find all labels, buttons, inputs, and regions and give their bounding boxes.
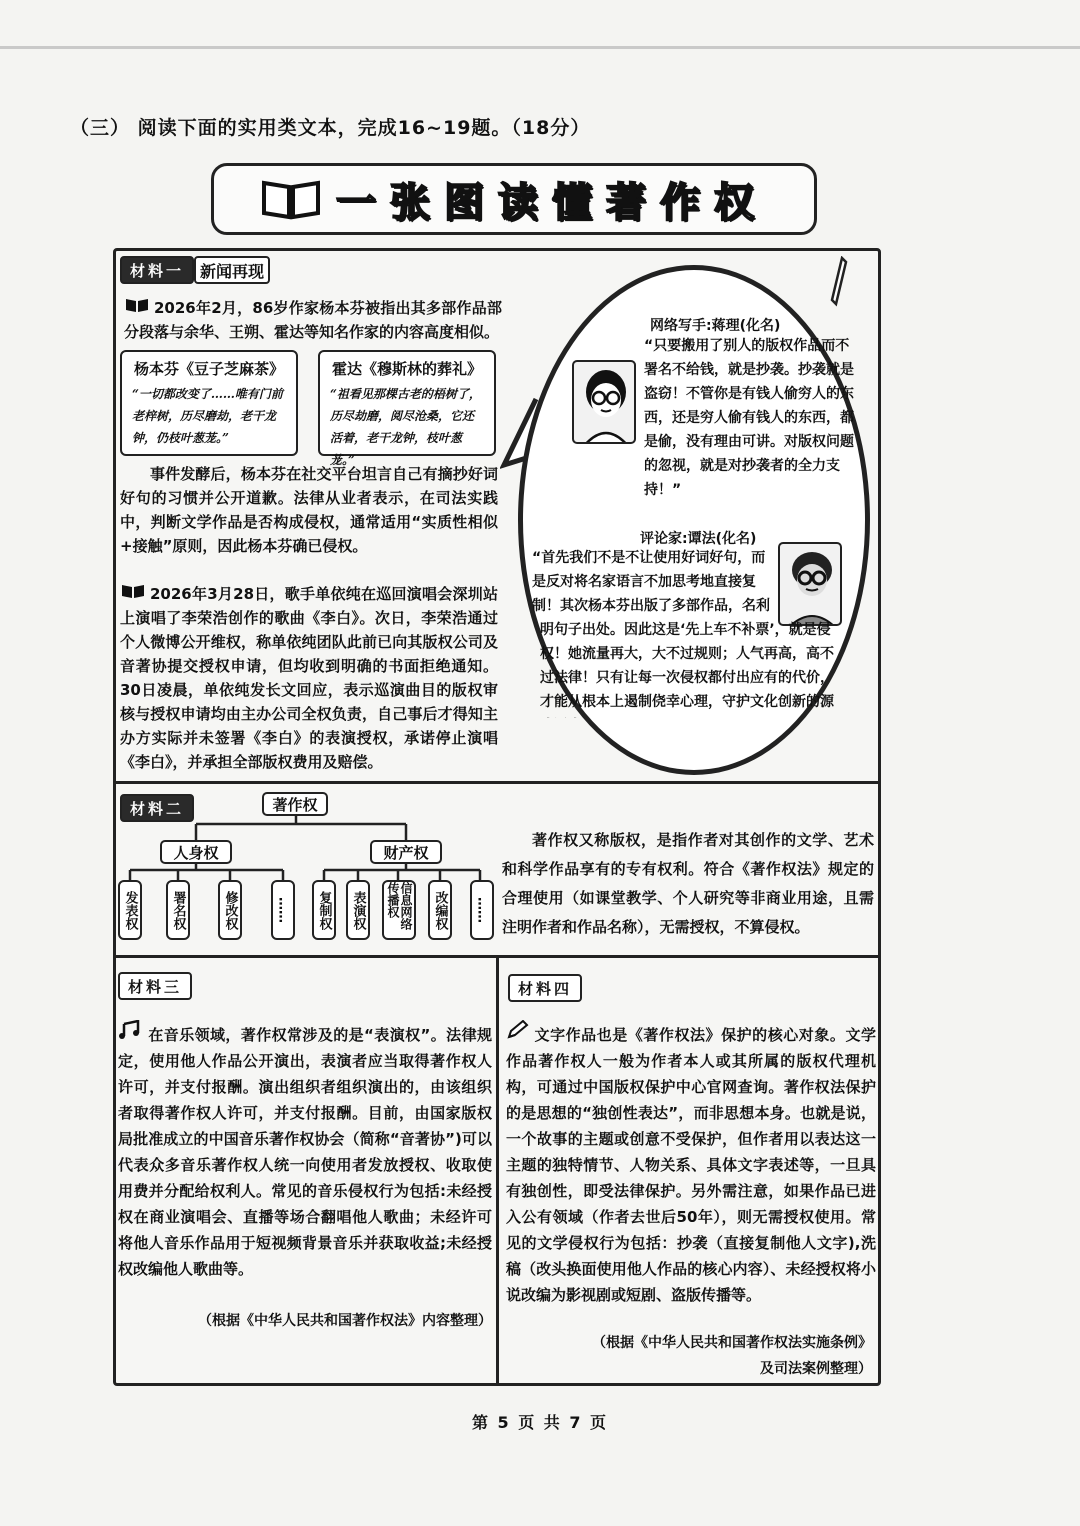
tree-branch-personal: 人身权 [160, 840, 232, 864]
material3-source: （根据《中华人民共和国著作权法》内容整理） [198, 1313, 492, 1329]
leaf-property-more: …… [470, 880, 494, 940]
book-icon [120, 582, 146, 606]
pen-icon [828, 256, 850, 308]
speaker2-name: 评论家:谭法(化名) [640, 531, 757, 547]
leaf-copy-right: 复制权 [312, 880, 336, 940]
material1-subtag: 新闻再现 [194, 256, 270, 284]
material1-news1: 2026年2月，86岁作家杨本芬被指出其多部作品部分段落与余华、王朔、霍达等知名作家的内容高度相似。 [124, 296, 502, 344]
material4-source: （根据《中华人民共和国著作权法实施条例》 及司法案例整理） [592, 1335, 872, 1377]
leaf-performance-right: 表演权 [346, 880, 370, 940]
speaker2-speech-a: “首先我们不是不让使用好词好句，而是反对将名家语言不加思考地直接复制！其次杨本芬出版了多部作品，名利 [532, 550, 770, 614]
material1-news2: 2026年3月28日，歌手单依纯在巡回演唱会深圳站上演唱了李荣浩创作的歌曲《李白》。次日，李荣浩通过个人微博公开维权，称单依纯团队此前已向其版权公司及音著协提交授权申请，但均收到明确的书面拒绝通知。30日凌晨，单依纯发长文回应，表示巡演曲目的版权审核与授权申请均由主办公司全权负责，自己事后才得知主办方实际并未签署《李白》的表演授权，承诺停止演唱《李白》，并承担全部版权费用及赔偿。 [120, 582, 498, 774]
music-note-icon [118, 1020, 144, 1048]
quote-right-title: 霍达《穆斯林的葬礼》 [331, 360, 482, 378]
open-book-icon [260, 177, 322, 221]
title-banner [211, 163, 817, 235]
divider-material1 [113, 781, 881, 784]
material3-text: 在音乐领域，著作权常涉及的是“表演权”。法律规定，使用他人作品公开演出，表演者应当取得著作权人许可，并支付报酬。演出组织者组织演出的，由该组织者取得著作权人许可，并支付报酬。目前，由国家版权局批准成立的中国音乐著作权协会（简称“音著协”)可以代表众多音乐著作权人统一向使用者发放授权、收取使用费并分配给权利人。常见的音乐侵权行为包括:未经授权在商业演唱会、直播等场合翻唱他人歌曲；未经许可将他人音乐作品用于短视频背景音乐并获取收益;未经授权改编他人歌曲等。 [118, 1020, 492, 1282]
leaf-modify-right: 修改权 [218, 880, 242, 940]
page-title: 一张图读懂著作权 [336, 179, 768, 226]
material3-tag: 材料三 [118, 972, 192, 1000]
material4-text: 文字作品也是《著作权法》保护的核心对象。文学作品著作权人一般为作者本人或其所属的版权代理机构，可通过中国版权保护中心官网查询。著作权法保护的是思想的“独创性表达”，而非思想本身。也就是说，一个故事的主题或创意不受保护，但作者用以表达这一主题的独特情节、人物关系、具体文字表述等，一旦具有独创性，即受法律保护。另外需注意，如果作品已进入公有领域（作者去世后50年），则无需授权使用。常见的文学侵权行为包括：抄袭（直接复制他人文字),洗稿（改头换面使用他人作品的核心内容）、未经授权将小说改编为影视剧或短剧、盗版传播等。 [506, 1020, 876, 1308]
leaf-adaptation-right: 改编权 [428, 880, 452, 940]
avatar-writer [572, 360, 636, 444]
leaf-network-right: 信息网络传播权 [382, 880, 416, 940]
leaf-personal-more: …… [271, 880, 295, 940]
leaf-attribution-right: 署名权 [166, 880, 190, 940]
material2-text: 著作权又称版权，是指作者对其创作的文学、艺术和科学作品享有的专有权利。符合《著作权法》规定的合理使用（如课堂教学、个人研究等非商业用途，且需注明作者和作品名称），无需授权，不算侵权。 [502, 831, 874, 936]
pencil-icon [506, 1020, 530, 1048]
material1-news1-cont: 事件发酵后，杨本芬在社交平台坦言自己有摘抄好词好句的习惯并公开道歉。法律从业者表示，在司法实践中，判断文学作品是否构成侵权，通常适用“实质性相似+接触”原则，因此杨本芬确已侵权。 [120, 465, 498, 555]
speaker1-name: 网络写手:蒋理(化名) [650, 318, 781, 334]
tree-root: 著作权 [262, 792, 328, 816]
speaker1-speech: “只要搬用了别人的版权作品而不署名不给钱，就是抄袭。抄袭就是盗窃！不管你是有钱人偷穷人的东西，还是穷人偷有钱人的东西，都是偷，没有理由可讲。对版权问题的忽视，就是对抄袭者的全力支持！” [644, 338, 854, 498]
material1-tag: 材料一 [120, 256, 194, 284]
page-number: 第 5 页 共 7 页 [471, 1413, 609, 1432]
page-top-edge [0, 46, 1080, 49]
book-icon [124, 296, 150, 320]
leaf-publish-right: 发表权 [118, 880, 142, 940]
material4-tag: 材料四 [508, 974, 582, 1002]
avatar-critic [778, 542, 842, 626]
quote-card-right [318, 350, 496, 467]
speaker2-speech-b: 明句子出处。因此这是‘先上车不补票’，就是侵权！她流量再大，大不过规则；人气再高，高不过法律！只有让每一次侵权都付出应有的代价，才能从根本上遏制侥幸心理，守护文化创新的源 [540, 622, 834, 710]
quote-right-body: “祖看见那棵古老的梧树了，历尽劫磨，阅尽沧桑，它还活着，老干龙钟，枝叶葱茏。” [330, 387, 481, 467]
quote-card-left [120, 350, 298, 456]
section-heading: （三） 阅读下面的实用类文本，完成16~19题。（18分） [70, 117, 591, 139]
divider-material3-4 [496, 957, 499, 1384]
material2-tag: 材料二 [120, 794, 194, 822]
quote-left-body: “一切都改变了……唯有门前老梓树，历尽磨劫，老干龙钟，仍枝叶葱茏。” [132, 387, 283, 445]
quote-left-title: 杨本芬《豆子芝麻茶》 [133, 360, 284, 378]
tree-branch-property: 财产权 [370, 840, 442, 864]
